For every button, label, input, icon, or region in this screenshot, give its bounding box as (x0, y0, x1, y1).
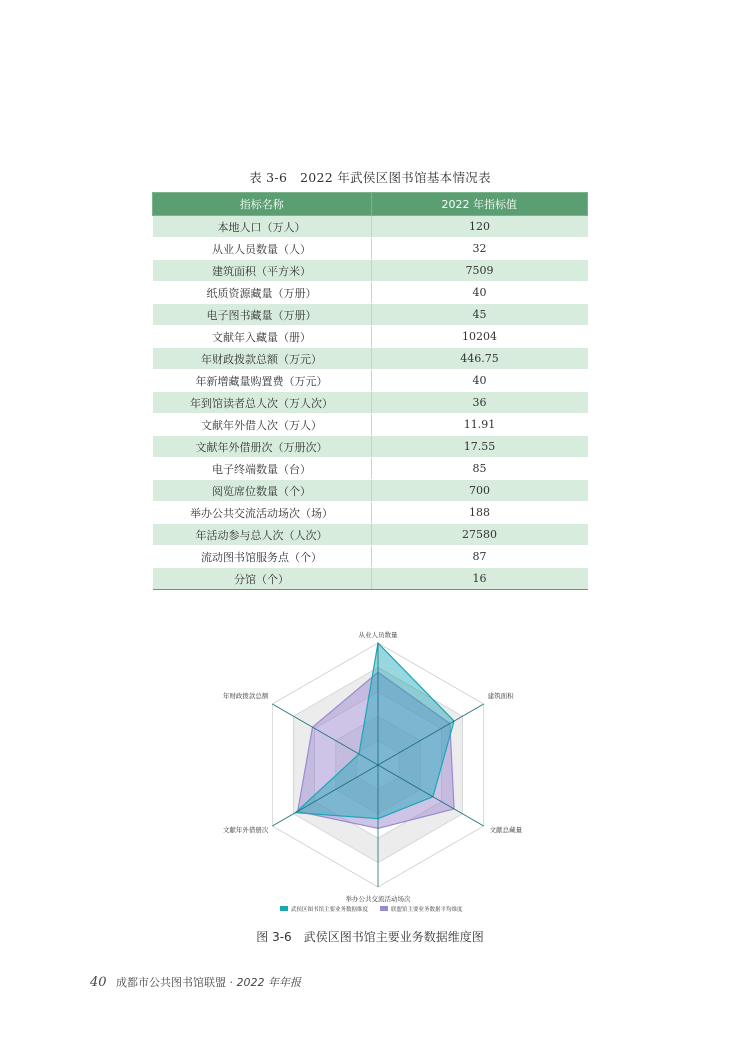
radar-chart (200, 620, 556, 920)
legend-label-2: 联盟馆主要业务数据平均维度 (391, 907, 463, 913)
radar-axis-label: 建筑面积 (487, 692, 514, 700)
row-label: 分馆（个） (153, 568, 372, 590)
row-value: 188 (371, 502, 588, 524)
legend-swatch-2 (380, 906, 388, 911)
table-row (153, 414, 588, 436)
footer-year: 2022 年年报 (236, 976, 302, 989)
row-value: 16 (371, 568, 588, 590)
library-info-table (152, 192, 588, 590)
table-row (153, 216, 588, 238)
table-row (153, 568, 588, 590)
table-row (153, 370, 588, 392)
row-value: 40 (371, 282, 588, 304)
footer-report-name: 成都市公共图书馆联盟 (116, 976, 227, 989)
row-label: 年财政拨款总额（万元） (153, 348, 372, 370)
row-label: 从业人员数量（人） (153, 238, 372, 260)
row-value: 120 (371, 216, 588, 238)
row-value: 32 (371, 238, 588, 260)
row-label: 流动图书馆服务点（个） (153, 546, 372, 568)
table-row (153, 260, 588, 282)
row-label: 纸质资源藏量（万册） (153, 282, 372, 304)
footer-dot: · (229, 976, 234, 989)
page-footer (90, 974, 301, 990)
row-label: 年新增藏量购置费（万元） (153, 370, 372, 392)
row-value: 36 (371, 392, 588, 414)
row-value: 40 (371, 370, 588, 392)
radar-axis-label: 文献总藏量 (489, 826, 523, 834)
row-value: 87 (371, 546, 588, 568)
table-row (153, 458, 588, 480)
row-label: 文献年外借册次（万册次） (153, 436, 372, 458)
row-label: 举办公共交流活动场次（场） (153, 502, 372, 524)
row-label: 文献年外借人次（万人） (153, 414, 372, 436)
legend-label-1: 武侯区图书馆主要业务数据维度 (291, 907, 369, 913)
row-label: 年活动参与总人次（人次） (153, 524, 372, 546)
row-label: 建筑面积（平方米） (153, 260, 372, 282)
row-value: 85 (371, 458, 588, 480)
table-row (153, 326, 588, 348)
table-row (153, 392, 588, 414)
radar-axis-label: 举办公共交流活动场次 (345, 895, 411, 903)
table-row (153, 502, 588, 524)
row-value: 7509 (371, 260, 588, 282)
row-label: 电子图书藏量（万册） (153, 304, 372, 326)
radar-axis-label: 从业人员数量 (358, 631, 398, 639)
page-number: 40 (90, 975, 107, 990)
table-row (153, 238, 588, 260)
figure-caption: 图 3-6 武侯区图书馆主要业务数据维度图 (256, 930, 484, 944)
row-label: 本地人口（万人） (153, 216, 372, 238)
row-value: 11.91 (371, 414, 588, 436)
row-value: 45 (371, 304, 588, 326)
table-row (153, 282, 588, 304)
row-value: 27580 (371, 524, 588, 546)
radar-axis-label: 年财政拨款总额 (222, 692, 269, 700)
header-indicator-name: 指标名称 (153, 193, 372, 216)
table-title: 表 3-6 2022 年武侯区图书馆基本情况表 (249, 170, 491, 185)
table-row (153, 524, 588, 546)
header-indicator-value: 2022 年指标值 (371, 193, 588, 216)
row-label: 文献年入藏量（册） (153, 326, 372, 348)
table-row (153, 304, 588, 326)
row-label: 年到馆读者总人次（万人次） (153, 392, 372, 414)
row-value: 446.75 (371, 348, 588, 370)
table-row (153, 480, 588, 502)
table-header-row (153, 193, 588, 216)
row-value: 17.55 (371, 436, 588, 458)
row-value: 700 (371, 480, 588, 502)
legend-swatch-1 (280, 906, 288, 911)
radar-axis-label: 文献年外借册次 (222, 826, 269, 834)
table-row (153, 348, 588, 370)
row-value: 10204 (371, 326, 588, 348)
row-label: 阅览席位数量（个） (153, 480, 372, 502)
table-row (153, 436, 588, 458)
table-row (153, 546, 588, 568)
row-label: 电子终端数量（台） (153, 458, 372, 480)
